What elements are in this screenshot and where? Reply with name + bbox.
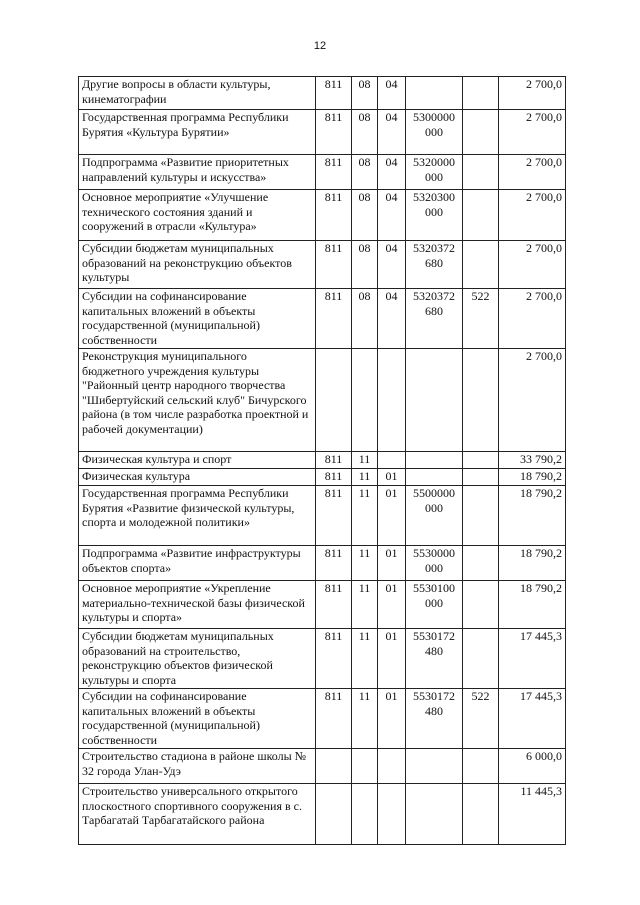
subsection-code xyxy=(378,452,406,469)
amount: 17 445,3 xyxy=(499,689,566,749)
expense-type-code xyxy=(463,784,499,845)
table-row xyxy=(79,241,566,289)
target-article-code: 5530172 480 xyxy=(406,629,463,689)
subsection-code: 04 xyxy=(378,77,406,110)
target-article-code: 5320000 000 xyxy=(406,155,463,190)
row-name: Физическая культура и спорт xyxy=(79,452,316,469)
row-name: Строительство стадиона в районе школы № 32 города Улан-Удэ xyxy=(79,749,316,784)
ministry-code xyxy=(316,749,352,784)
table-row xyxy=(79,581,566,629)
section-code: 11 xyxy=(352,581,378,629)
ministry-code: 811 xyxy=(316,289,352,349)
row-name: Субсидии на софинансирование капитальных вложений в объекты государственной (муниципальной) собственности xyxy=(79,289,316,349)
subsection-code: 01 xyxy=(378,486,406,546)
expense-type-code xyxy=(463,349,499,452)
amount: 2 700,0 xyxy=(499,155,566,190)
subsection-code: 04 xyxy=(378,289,406,349)
subsection-code: 04 xyxy=(378,190,406,241)
row-name: Основное мероприятие «Улучшение технического состояния зданий и сооружений в отрасли «Культура» xyxy=(79,190,316,241)
amount: 33 790,2 xyxy=(499,452,566,469)
budget-table xyxy=(78,76,566,845)
row-name: Строительство универсального открытого плоскостного спортивного сооружения в с. Тарбагатай Тарбагатайского района xyxy=(79,784,316,845)
subsection-code: 01 xyxy=(378,581,406,629)
row-name: Субсидии бюджетам муниципальных образований на строительство, реконструкцию объектов физической культуры и спорта xyxy=(79,629,316,689)
amount: 2 700,0 xyxy=(499,190,566,241)
table-row xyxy=(79,689,566,749)
row-name: Субсидии бюджетам муниципальных образований на реконструкцию объектов культуры xyxy=(79,241,316,289)
ministry-code: 811 xyxy=(316,689,352,749)
amount: 2 700,0 xyxy=(499,289,566,349)
expense-type-code xyxy=(463,749,499,784)
expense-type-code xyxy=(463,546,499,581)
section-code: 08 xyxy=(352,190,378,241)
row-name: Физическая культура xyxy=(79,469,316,486)
target-article-code: 5530172 480 xyxy=(406,689,463,749)
target-article-code xyxy=(406,452,463,469)
section-code: 08 xyxy=(352,289,378,349)
ministry-code: 811 xyxy=(316,546,352,581)
section-code: 11 xyxy=(352,486,378,546)
target-article-code xyxy=(406,77,463,110)
table-row xyxy=(79,784,566,845)
ministry-code: 811 xyxy=(316,155,352,190)
table-row xyxy=(79,289,566,349)
section-code xyxy=(352,349,378,452)
amount: 11 445,3 xyxy=(499,784,566,845)
amount: 2 700,0 xyxy=(499,110,566,155)
subsection-code: 01 xyxy=(378,469,406,486)
ministry-code: 811 xyxy=(316,190,352,241)
table-row xyxy=(79,77,566,110)
table-row xyxy=(79,190,566,241)
page-number: 12 xyxy=(313,40,327,52)
target-article-code: 5320372 680 xyxy=(406,289,463,349)
target-article-code: 5320372 680 xyxy=(406,241,463,289)
ministry-code: 811 xyxy=(316,469,352,486)
expense-type-code: 522 xyxy=(463,689,499,749)
amount: 2 700,0 xyxy=(499,349,566,452)
subsection-code xyxy=(378,784,406,845)
target-article-code xyxy=(406,784,463,845)
ministry-code: 811 xyxy=(316,77,352,110)
section-code: 08 xyxy=(352,77,378,110)
row-name: Государственная программа Республики Бурятия «Развитие физической культуры, спорта и молодежной политики» xyxy=(79,486,316,546)
expense-type-code xyxy=(463,155,499,190)
section-code: 11 xyxy=(352,546,378,581)
subsection-code: 01 xyxy=(378,629,406,689)
table-row xyxy=(79,749,566,784)
section-code xyxy=(352,784,378,845)
ministry-code xyxy=(316,784,352,845)
subsection-code: 01 xyxy=(378,689,406,749)
row-name: Реконструкция муниципального бюджетного учреждения культуры "Районный центр народного творчества "Шибертуйский сельский клуб" Бичурского района (в том числе разработка проектной и рабочей документации) xyxy=(79,349,316,452)
amount: 2 700,0 xyxy=(499,77,566,110)
expense-type-code: 522 xyxy=(463,289,499,349)
table-row xyxy=(79,486,566,546)
target-article-code: 5300000 000 xyxy=(406,110,463,155)
table-row xyxy=(79,349,566,452)
target-article-code xyxy=(406,469,463,486)
target-article-code: 5530100 000 xyxy=(406,581,463,629)
amount: 6 000,0 xyxy=(499,749,566,784)
amount: 17 445,3 xyxy=(499,629,566,689)
ministry-code: 811 xyxy=(316,486,352,546)
subsection-code: 04 xyxy=(378,110,406,155)
ministry-code: 811 xyxy=(316,581,352,629)
amount: 2 700,0 xyxy=(499,241,566,289)
subsection-code: 04 xyxy=(378,241,406,289)
row-name: Другие вопросы в области культуры, кинематографии xyxy=(79,77,316,110)
table-row xyxy=(79,452,566,469)
section-code: 11 xyxy=(352,689,378,749)
target-article-code xyxy=(406,749,463,784)
section-code: 11 xyxy=(352,629,378,689)
table-row xyxy=(79,469,566,486)
subsection-code xyxy=(378,349,406,452)
row-name: Подпрограмма «Развитие приоритетных направлений культуры и искусства» xyxy=(79,155,316,190)
expense-type-code xyxy=(463,469,499,486)
target-article-code xyxy=(406,349,463,452)
amount: 18 790,2 xyxy=(499,469,566,486)
table-row xyxy=(79,155,566,190)
table-row xyxy=(79,546,566,581)
ministry-code: 811 xyxy=(316,452,352,469)
amount: 18 790,2 xyxy=(499,581,566,629)
expense-type-code xyxy=(463,629,499,689)
expense-type-code xyxy=(463,190,499,241)
subsection-code xyxy=(378,749,406,784)
target-article-code: 5530000 000 xyxy=(406,546,463,581)
table-row xyxy=(79,110,566,155)
row-name: Государственная программа Республики Бурятия «Культура Бурятии» xyxy=(79,110,316,155)
section-code: 08 xyxy=(352,241,378,289)
ministry-code: 811 xyxy=(316,629,352,689)
expense-type-code xyxy=(463,77,499,110)
ministry-code: 811 xyxy=(316,241,352,289)
expense-type-code xyxy=(463,581,499,629)
target-article-code: 5320300 000 xyxy=(406,190,463,241)
section-code: 11 xyxy=(352,452,378,469)
row-name: Подпрограмма «Развитие инфраструктуры объектов спорта» xyxy=(79,546,316,581)
ministry-code: 811 xyxy=(316,110,352,155)
ministry-code xyxy=(316,349,352,452)
expense-type-code xyxy=(463,241,499,289)
expense-type-code xyxy=(463,486,499,546)
row-name: Субсидии на софинансирование капитальных вложений в объекты государственной (муниципальной) собственности xyxy=(79,689,316,749)
section-code xyxy=(352,749,378,784)
amount: 18 790,2 xyxy=(499,546,566,581)
section-code: 08 xyxy=(352,155,378,190)
subsection-code: 01 xyxy=(378,546,406,581)
section-code: 08 xyxy=(352,110,378,155)
table-row xyxy=(79,629,566,689)
expense-type-code xyxy=(463,452,499,469)
subsection-code: 04 xyxy=(378,155,406,190)
target-article-code: 5500000 000 xyxy=(406,486,463,546)
expense-type-code xyxy=(463,110,499,155)
amount: 18 790,2 xyxy=(499,486,566,546)
section-code: 11 xyxy=(352,469,378,486)
row-name: Основное мероприятие «Укрепление материально-технической базы физической культуры и спорта» xyxy=(79,581,316,629)
